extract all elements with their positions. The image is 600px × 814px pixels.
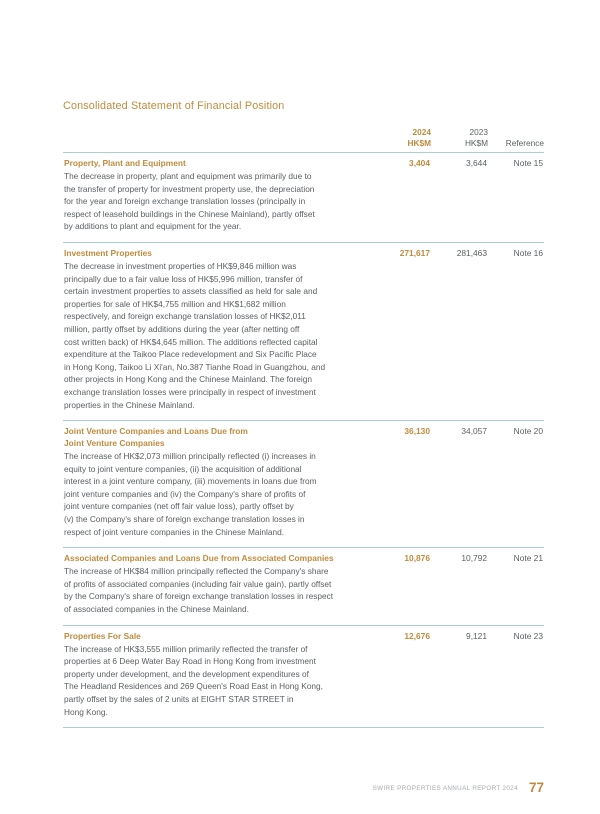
row-body-line: principally due to a fair value loss of HK$5,996 million, transfer of <box>64 273 303 284</box>
row-body-line: Hong Kong. <box>64 706 108 717</box>
row-body-line: exchange translation losses were principally in respect of investment <box>64 386 316 397</box>
column-header-reference <box>488 127 544 153</box>
row-body-line: joint venture companies (net off fair value loss), partly offset by <box>64 501 294 512</box>
table-row <box>63 421 544 548</box>
row-body-line: respectively, and foreign exchange translation losses of HK$2,011 <box>64 311 306 322</box>
row-body-line: by the Company's share of foreign exchange translation losses in respect <box>64 591 334 602</box>
row-body-line: properties in the Chinese Mainland. <box>64 399 195 410</box>
row-body-line: other projects in Hong Kong and the Chinese Mainland. The foreign <box>64 374 312 385</box>
row-body-line: The increase of HK$3,555 million primarily reflected the transfer of <box>64 643 308 654</box>
row-body-line: property under development, and the development expenditures of <box>64 668 309 679</box>
row-body-line: partly offset by the sales of 2 units at EIGHT STAR STREET in <box>64 694 294 704</box>
row-body-line: (v) the Company's share of foreign exchange translation losses in <box>64 514 305 525</box>
row-body-line: The Headland Residences and 269 Queen's Road East in Hong Kong, <box>64 681 323 692</box>
column-header-description <box>63 127 370 153</box>
row-title-line2: Joint Venture Companies <box>64 438 165 449</box>
row-description-cell <box>63 548 370 625</box>
row-body <box>64 643 356 719</box>
row-value-2024: 10,876 <box>370 548 431 625</box>
footer-report-title: SWIRE PROPERTIES ANNUAL REPORT 2024 <box>372 785 518 792</box>
page-footer <box>63 779 544 801</box>
column-header-2023-year: 2023 <box>469 127 488 137</box>
row-reference: Note 21 <box>488 548 544 625</box>
table-header-row <box>63 127 544 153</box>
row-body-line: of profits of associated companies (including fair value gain), partly offset <box>64 578 332 589</box>
row-title: Properties For Sale <box>64 630 141 641</box>
row-description-cell <box>63 625 370 727</box>
row-body-line: for the year and foreign exchange translation losses (principally in <box>64 196 306 207</box>
row-description-cell <box>63 242 370 420</box>
row-body <box>64 565 356 615</box>
row-body-line: expenditure at the Taikoo Place redevelopment and Six Pacific Place <box>64 349 317 360</box>
column-header-2024-year: 2024 <box>412 127 431 137</box>
column-header-2023-unit: HK$M <box>464 137 488 148</box>
row-body-line: The decrease in property, plant and equipment was primarily due to <box>64 171 312 181</box>
column-header-2023 <box>431 127 488 153</box>
column-header-2024 <box>370 127 431 153</box>
row-title: Associated Companies and Loans Due from Associated Companies <box>64 553 334 564</box>
column-header-2024-unit: HK$M <box>407 137 431 148</box>
table-bottom-rule <box>63 727 544 728</box>
row-body-line: respect of leasehold buildings in the Chinese Mainland), partly offset <box>64 208 315 219</box>
row-reference: Note 20 <box>488 421 544 548</box>
row-body-line: interest in a joint venture company, (iii) movements in loans due from <box>64 476 317 487</box>
table-header <box>63 127 544 153</box>
row-value-2024: 36,130 <box>370 421 431 548</box>
row-title: Property, Plant and Equipment <box>64 158 186 168</box>
row-body-line: the transfer of property for investment property use, the depreciation <box>64 183 315 194</box>
row-description-cell <box>63 153 370 243</box>
row-value-2023: 3,644 <box>431 153 488 243</box>
row-body-line: The increase of HK$2,073 million principally reflected (i) increases in <box>64 451 316 462</box>
page-number: 77 <box>528 780 544 795</box>
row-body-line: million, partly offset by additions during the year (after netting off <box>64 323 300 334</box>
row-body-line: certain investment properties to assets classified as held for sale and <box>64 286 318 297</box>
row-body <box>64 260 356 411</box>
row-value-2023: 281,463 <box>431 242 488 420</box>
row-title: Joint Venture Companies and Loans Due from <box>64 426 248 437</box>
table-row <box>63 242 544 420</box>
row-title: Investment Properties <box>64 247 152 258</box>
row-value-2024: 3,404 <box>370 153 431 243</box>
row-body <box>64 450 356 538</box>
row-body-line: by additions to plant and equipment for the year. <box>64 221 242 232</box>
row-body <box>64 170 356 233</box>
row-body-line: of associated companies in the Chinese Mainland. <box>64 604 249 615</box>
row-body-line: in Hong Kong, Taikoo Li Xi'an, No.387 Tianhe Road in Guangzhou, and <box>64 361 326 372</box>
table-row <box>63 153 544 243</box>
row-description-cell <box>63 421 370 548</box>
table-row <box>63 548 544 625</box>
row-body-line: properties at 6 Deep Water Bay Road in Hong Kong from investment <box>64 656 316 667</box>
row-body-line: respect of joint venture companies in the Chinese Mainland. <box>64 526 284 537</box>
page-content <box>63 99 544 728</box>
table-body <box>63 153 544 728</box>
row-body-line: cost written back) of HK$4,645 million. The additions reflected capital <box>64 336 318 347</box>
table-row <box>63 625 544 727</box>
page-title: Consolidated Statement of Financial Position <box>63 100 285 112</box>
row-body-line: joint venture companies and (iv) the Company's share of profits of <box>64 488 306 499</box>
row-body-line: The decrease in investment properties of HK$9,846 million was <box>64 260 297 271</box>
row-value-2023: 34,057 <box>431 421 488 548</box>
column-header-reference-label: Reference <box>505 137 544 148</box>
row-value-2024: 12,676 <box>370 625 431 727</box>
row-body-line: equity to joint venture companies, (ii) the acquisition of additional <box>64 463 302 474</box>
financial-position-table <box>63 127 544 727</box>
row-reference: Note 15 <box>488 153 544 243</box>
row-value-2023: 9,121 <box>431 625 488 727</box>
row-reference: Note 23 <box>488 625 544 727</box>
row-reference: Note 16 <box>488 242 544 420</box>
row-value-2023: 10,792 <box>431 548 488 625</box>
row-body-line: properties for sale of HK$4,755 million and HK$1,682 million <box>64 298 286 309</box>
row-body-line: The increase of HK$84 million principally reflected the Company's share <box>64 566 329 577</box>
row-value-2024: 271,617 <box>370 242 431 420</box>
